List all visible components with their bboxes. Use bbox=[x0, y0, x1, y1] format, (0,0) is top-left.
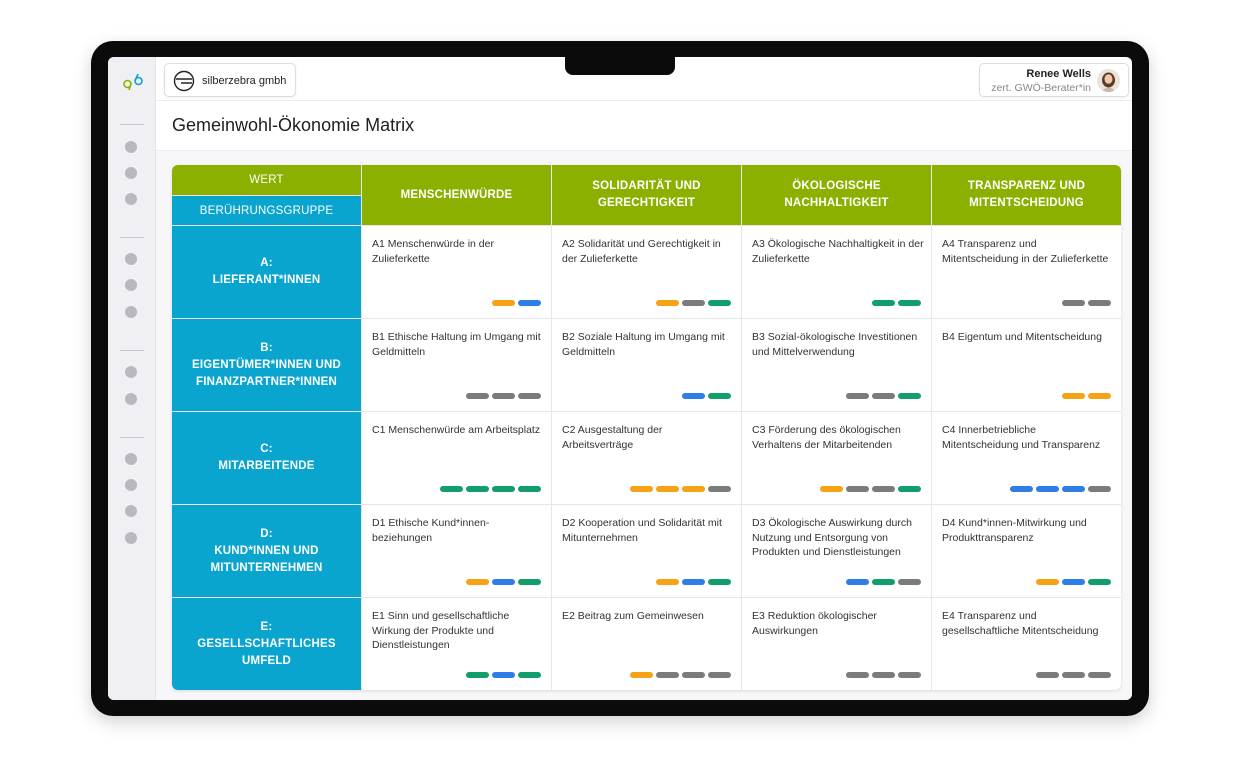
sidebar-nav-item[interactable] bbox=[125, 306, 137, 318]
topic-title: D3 Ökologische Auswirkung durch Nutzung und Entsorgung von Produkten und Dienstleistungen bbox=[752, 517, 912, 558]
matrix-row-header bbox=[172, 505, 361, 597]
matrix-topic-cell[interactable] bbox=[932, 319, 1121, 411]
device-frame bbox=[91, 41, 1149, 716]
company-selector[interactable] bbox=[164, 63, 296, 97]
matrix-column-header: TRANSPARENZ UND MITENTSCHEIDUNG bbox=[932, 165, 1121, 225]
matrix-topic-cell[interactable] bbox=[362, 319, 551, 411]
device-notch bbox=[565, 41, 675, 75]
sidebar-nav-item[interactable] bbox=[125, 167, 137, 179]
status-bars bbox=[466, 393, 541, 399]
sidebar-nav-item[interactable] bbox=[125, 141, 137, 153]
sidebar-divider bbox=[120, 350, 144, 351]
row-code: C: bbox=[260, 443, 273, 455]
matrix-topic-cell[interactable] bbox=[742, 226, 931, 318]
topic-title: A4 Transparenz und Mitentscheidung in der Zulieferkette bbox=[942, 238, 1109, 265]
row-code: D: bbox=[260, 527, 273, 540]
status-bar-gray bbox=[898, 579, 921, 585]
sidebar-nav-item[interactable] bbox=[125, 393, 137, 405]
matrix-topic-cell[interactable] bbox=[362, 505, 551, 597]
status-bar-gray bbox=[682, 300, 705, 306]
sidebar-nav-item[interactable] bbox=[125, 193, 137, 205]
status-bar-blue bbox=[1062, 486, 1085, 492]
matrix-topic-cell[interactable] bbox=[932, 226, 1121, 318]
status-bar-teal bbox=[492, 486, 515, 492]
status-bar-gray bbox=[1036, 672, 1059, 678]
status-bar-teal bbox=[518, 486, 541, 492]
matrix-topic-cell[interactable] bbox=[552, 226, 741, 318]
status-bar-teal bbox=[708, 300, 731, 306]
status-bar-gray bbox=[708, 672, 731, 678]
status-bar-gray bbox=[518, 393, 541, 399]
matrix-topic-cell[interactable] bbox=[742, 598, 931, 690]
topic-title: B3 Sozial-ökologische Investitionen und Mittelverwendung bbox=[752, 331, 918, 358]
topic-title: C2 Ausgestaltung der Arbeitsverträge bbox=[562, 424, 663, 451]
status-bars bbox=[656, 300, 731, 306]
company-logo-icon bbox=[173, 70, 195, 92]
row-code: B: bbox=[260, 341, 273, 354]
status-bar-gray bbox=[846, 672, 869, 678]
row-label: MITARBEITENDE bbox=[218, 460, 315, 472]
status-bar-teal bbox=[440, 486, 463, 492]
status-bar-orange bbox=[656, 579, 679, 585]
status-bar-teal bbox=[518, 579, 541, 585]
matrix-topic-cell[interactable] bbox=[552, 505, 741, 597]
status-bar-gray bbox=[1088, 486, 1111, 492]
app-logo-icon[interactable] bbox=[120, 71, 146, 91]
status-bar-blue bbox=[1062, 579, 1085, 585]
sidebar bbox=[108, 57, 156, 700]
row-label: LIEFERANT*INNEN bbox=[212, 274, 321, 286]
status-bars bbox=[682, 393, 731, 399]
status-bars bbox=[492, 300, 541, 306]
status-bar-gray bbox=[708, 486, 731, 492]
sidebar-divider bbox=[120, 437, 144, 438]
topic-title: C1 Menschenwürde am Arbeitsplatz bbox=[372, 424, 541, 436]
status-bar-blue bbox=[846, 579, 869, 585]
matrix-topic-cell[interactable] bbox=[742, 412, 931, 504]
row-label: KUND*INNEN UND MITUNTERNEHMEN bbox=[210, 544, 323, 574]
status-bar-orange bbox=[656, 300, 679, 306]
status-bar-gray bbox=[466, 393, 489, 399]
status-bars bbox=[1062, 393, 1111, 399]
status-bars bbox=[466, 579, 541, 585]
matrix-topic-cell[interactable] bbox=[552, 319, 741, 411]
header-divider bbox=[156, 100, 1132, 101]
status-bar-gray bbox=[1088, 672, 1111, 678]
topic-title: A1 Menschenwürde in der Zulieferkette bbox=[372, 238, 494, 265]
sidebar-nav-item[interactable] bbox=[125, 366, 137, 378]
matrix-row-header bbox=[172, 319, 361, 411]
topic-title: C3 Förderung des ökologischen Verhaltens der Mitarbeitenden bbox=[752, 424, 901, 451]
app-screen bbox=[108, 57, 1132, 700]
topic-title: E1 Sinn und gesellschaftliche Wirkung der Produkte und Dienstleistungen bbox=[372, 610, 510, 651]
status-bars bbox=[846, 579, 921, 585]
sidebar-nav-item[interactable] bbox=[125, 253, 137, 265]
status-bar-orange bbox=[1088, 393, 1111, 399]
matrix-topic-cell[interactable] bbox=[552, 598, 741, 690]
status-bar-gray bbox=[682, 672, 705, 678]
matrix-topic-cell[interactable] bbox=[932, 598, 1121, 690]
topic-title: E3 Reduktion ökologischer Auswirkungen bbox=[752, 610, 877, 637]
topic-title: B2 Soziale Haltung im Umgang mit Geldmitteln bbox=[562, 331, 725, 358]
status-bars bbox=[1036, 579, 1111, 585]
status-bars bbox=[630, 486, 731, 492]
status-bars bbox=[466, 672, 541, 678]
company-name: silberzebra gmbh bbox=[202, 75, 287, 87]
status-bar-orange bbox=[656, 486, 679, 492]
status-bar-teal bbox=[1088, 579, 1111, 585]
status-bar-blue bbox=[682, 393, 705, 399]
row-label: EIGENTÜMER*INNEN UND FINANZPARTNER*INNEN bbox=[191, 358, 342, 388]
status-bar-gray bbox=[492, 393, 515, 399]
status-bar-teal bbox=[872, 300, 895, 306]
sidebar-nav-item[interactable] bbox=[125, 532, 137, 544]
matrix-column-header: SOLIDARITÄT UND GERECHTIGKEIT bbox=[552, 165, 741, 225]
status-bars bbox=[1062, 300, 1111, 306]
status-bar-orange bbox=[1036, 579, 1059, 585]
gwoe-matrix bbox=[172, 165, 1121, 690]
page-title: Gemeinwohl-Ökonomie Matrix bbox=[172, 115, 415, 135]
sidebar-nav-item[interactable] bbox=[125, 479, 137, 491]
matrix-topic-cell[interactable] bbox=[362, 598, 551, 690]
status-bar-teal bbox=[518, 672, 541, 678]
status-bar-orange bbox=[630, 672, 653, 678]
topic-title: E4 Transparenz und gesellschaftliche Mitentscheidung bbox=[942, 610, 1099, 637]
status-bar-teal bbox=[708, 579, 731, 585]
status-bar-blue bbox=[492, 579, 515, 585]
status-bar-gray bbox=[1088, 300, 1111, 306]
sidebar-divider bbox=[120, 124, 144, 125]
status-bars bbox=[872, 300, 921, 306]
matrix-topic-cell[interactable] bbox=[362, 412, 551, 504]
status-bar-gray bbox=[1062, 672, 1085, 678]
sidebar-divider bbox=[120, 237, 144, 238]
row-code: A: bbox=[260, 257, 273, 269]
matrix-row-header bbox=[172, 412, 361, 504]
matrix-column-header: ÖKOLOGISCHE NACHHALTIGKEIT bbox=[742, 165, 931, 225]
status-bar-orange bbox=[630, 486, 653, 492]
status-bar-teal bbox=[466, 672, 489, 678]
matrix-topic-cell[interactable] bbox=[932, 412, 1121, 504]
matrix-column-header: MENSCHENWÜRDE bbox=[362, 165, 551, 225]
topic-title: D2 Kooperation und Solidarität mit Mitunternehmen bbox=[562, 517, 722, 544]
status-bars bbox=[846, 672, 921, 678]
status-bars bbox=[820, 486, 921, 492]
status-bar-teal bbox=[898, 300, 921, 306]
topic-title: A3 Ökologische Nachhaltigkeit in der Zulieferkette bbox=[752, 238, 924, 265]
status-bar-gray bbox=[872, 672, 895, 678]
status-bar-blue bbox=[682, 579, 705, 585]
sidebar-nav-item[interactable] bbox=[125, 505, 137, 517]
status-bar-teal bbox=[872, 579, 895, 585]
status-bar-orange bbox=[492, 300, 515, 306]
status-bar-gray bbox=[872, 393, 895, 399]
matrix-topic-cell[interactable] bbox=[742, 505, 931, 597]
status-bar-teal bbox=[898, 393, 921, 399]
topic-title: B1 Ethische Haltung im Umgang mit Geldmitteln bbox=[372, 331, 541, 358]
matrix-topic-cell[interactable] bbox=[742, 319, 931, 411]
status-bar-blue bbox=[1010, 486, 1033, 492]
status-bar-orange bbox=[682, 486, 705, 492]
status-bar-blue bbox=[492, 672, 515, 678]
status-bar-teal bbox=[466, 486, 489, 492]
topic-title: B4 Eigentum und Mitentscheidung bbox=[942, 331, 1102, 343]
matrix-topic-cell[interactable] bbox=[932, 505, 1121, 597]
row-label: GESELLSCHAFTLICHES UMFELD bbox=[197, 637, 336, 667]
row-code: E: bbox=[260, 620, 273, 633]
sidebar-nav-item[interactable] bbox=[125, 453, 137, 465]
sidebar-nav-item[interactable] bbox=[125, 279, 137, 291]
topic-title: E2 Beitrag zum Gemeinwesen bbox=[562, 610, 704, 622]
status-bar-gray bbox=[656, 672, 679, 678]
user-role: zert. GWÖ-Berater*in bbox=[991, 82, 1091, 94]
topic-title: A2 Solidarität und Gerechtigkeit in der Zulieferkette bbox=[562, 238, 721, 265]
status-bar-orange bbox=[1062, 393, 1085, 399]
topic-title: C4 Innerbetriebliche Mitentscheidung und Transparenz bbox=[942, 424, 1101, 451]
matrix-topic-cell[interactable] bbox=[552, 412, 741, 504]
status-bar-gray bbox=[846, 393, 869, 399]
status-bar-gray bbox=[898, 672, 921, 678]
status-bar-teal bbox=[708, 393, 731, 399]
status-bars bbox=[440, 486, 541, 492]
status-bar-gray bbox=[846, 486, 869, 492]
topic-title: D4 Kund*innen-Mitwirkung und Produkttransparenz bbox=[942, 517, 1087, 544]
status-bars bbox=[630, 672, 731, 678]
matrix-topic-cell[interactable] bbox=[362, 226, 551, 318]
status-bar-blue bbox=[518, 300, 541, 306]
status-bar-teal bbox=[898, 486, 921, 492]
status-bar-orange bbox=[466, 579, 489, 585]
matrix-header-value: WERT bbox=[172, 165, 361, 195]
status-bar-orange bbox=[820, 486, 843, 492]
status-bar-blue bbox=[1036, 486, 1059, 492]
topic-title: D1 Ethische Kund*innen-beziehungen bbox=[372, 517, 490, 544]
status-bars bbox=[1036, 672, 1111, 678]
status-bars bbox=[846, 393, 921, 399]
matrix-row-header bbox=[172, 226, 361, 318]
user-menu[interactable] bbox=[979, 63, 1129, 97]
matrix-row-header bbox=[172, 598, 361, 690]
status-bar-gray bbox=[1062, 300, 1085, 306]
user-name: Renee Wells bbox=[1026, 68, 1091, 80]
status-bars bbox=[1010, 486, 1111, 492]
matrix-header-group: BERÜHRUNGSGRUPPE bbox=[172, 196, 361, 225]
status-bars bbox=[656, 579, 731, 585]
avatar[interactable] bbox=[1097, 69, 1120, 92]
status-bar-gray bbox=[872, 486, 895, 492]
